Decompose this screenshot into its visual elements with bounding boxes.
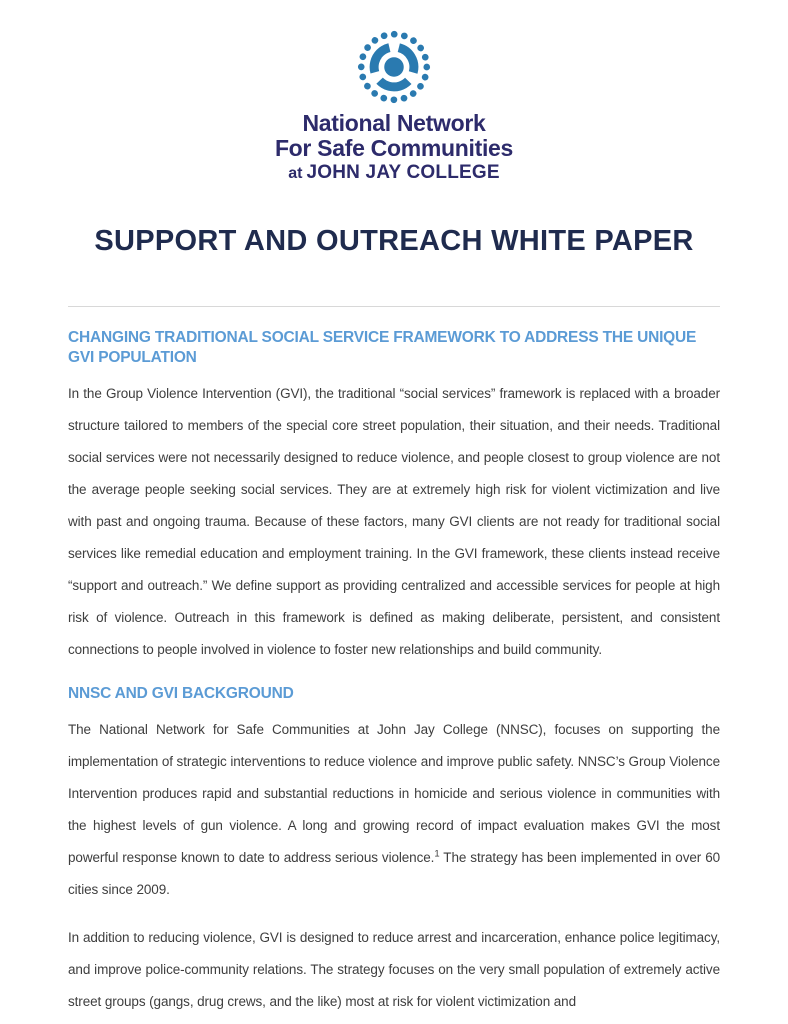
section-heading-changing-framework: CHANGING TRADITIONAL SOCIAL SERVICE FRAMEWORK TO ADDRESS THE UNIQUE GVI POPULATION [68,329,697,366]
logo-at-prefix: at [288,165,303,182]
logo-text-line3 [0,161,788,185]
document-body [68,328,720,1018]
paragraph-gvi-goals: In addition to reducing violence, GVI is designed to reduce arrest and incarceration, enhance police legitimacy, and improve police-community relations. The strategy focuses on the very small population of extremely active street groups (gangs, drug crews, and the like) most at risk for violent victimization and [68,930,720,1009]
logo-text-line1: National Network [302,110,486,136]
section-heading-nnsc-background: NNSC AND GVI BACKGROUND [68,685,294,702]
nnsc-logo-text [0,111,788,185]
page-title: SUPPORT AND OUTREACH WHITE PAPER [94,225,694,257]
footnote-marker-1: 1 [434,848,440,860]
paragraph-nnsc-background [68,714,720,906]
logo-text-line2: For Safe Communities [274,135,514,161]
nnsc-logo-icon [0,28,788,106]
logo-college-name: JOHN JAY COLLEGE [306,162,500,183]
title-divider [68,306,720,307]
paragraph-gvi-framework: In the Group Violence Intervention (GVI), the traditional “social services” framework is replaced with a broader structure tailored to members of the special core street population, their situation, and their needs. Traditional social services were not necessarily designed to reduce violence, and people closest to group violence are not the average people seeking social services. They are at extremely high risk for violent victimization and live with past and ongoing trauma. Because of these factors, many GVI clients are not ready for traditional social services like remedial education and employment training. In the GVI framework, these clients instead receive “support and outreach.” We define support as providing centralized and accessible services for people at high risk of violence. Outreach in this framework is defined as making deliberate, persistent, and consistent connections to people involved in violence to foster new relationships and build community. [68,386,720,657]
nnsc-logo [0,28,788,185]
nnsc-background-text: The National Network for Safe Communities at John Jay College (NNSC), focuses on supporting the implementation of strategic interventions to reduce violence and improve public safety. NNSC’s Group Violence Intervention produces rapid and substantial reductions in homicide and serious violence in communities with the highest levels of gun violence. A long and growing record of impact evaluation makes GVI the most powerful response known to date to address serious violence. [68,722,720,865]
nnsc-background-text-after-footnote: The strategy has been implemented in over 60 cities since 2009. [68,850,721,897]
